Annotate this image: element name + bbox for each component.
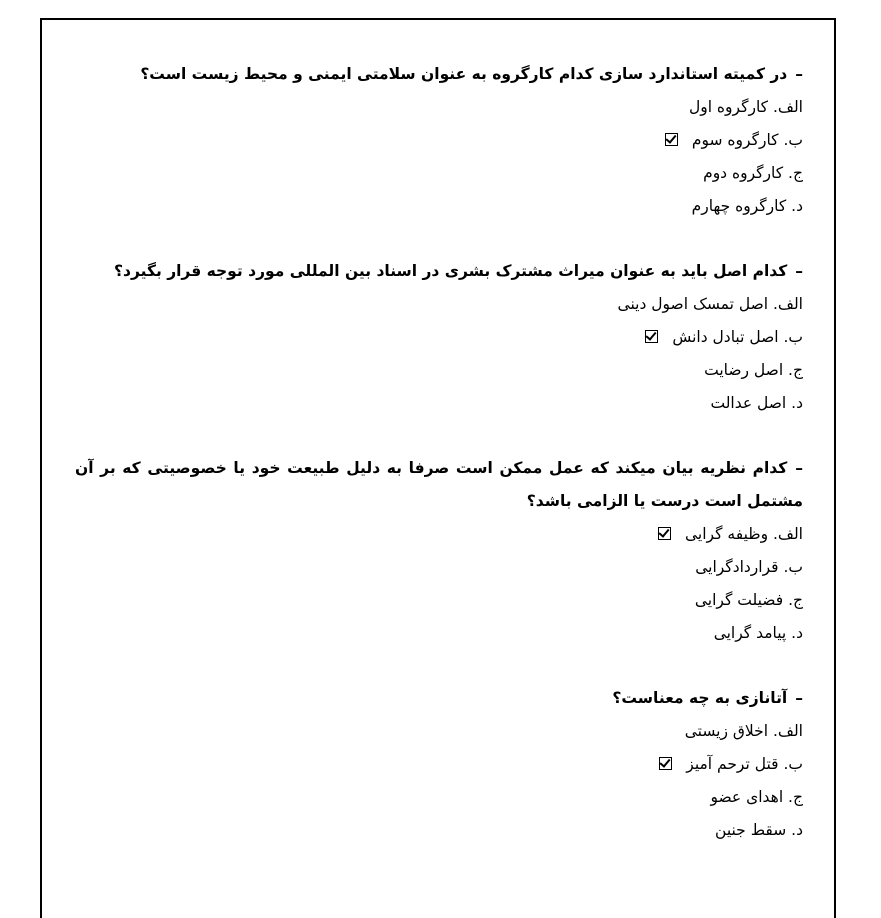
question-4-option-c[interactable] — [75, 781, 803, 814]
question-2-label: کدام اصل باید به عنوان میراث مشترک بشری در اسناد بین المللی مورد توجه قرار بگیرد؟ — [114, 262, 788, 280]
option-label: د. سقط جنین — [715, 821, 803, 839]
option-label: ج. فضیلت گرایی — [694, 591, 803, 609]
option-label: ب. اصل تبادل دانش — [672, 328, 803, 346]
option-label: د. اصل عدالت — [710, 394, 803, 412]
question-2-option-d[interactable] — [75, 387, 803, 420]
question-1-dash: – — [795, 65, 803, 83]
option-label: ج. کارگروه دوم — [703, 164, 803, 182]
question-4-dash: – — [795, 689, 803, 707]
question-2-text — [75, 255, 803, 288]
option-label: الف. وظیفه گرایی — [685, 525, 803, 543]
question-3 — [75, 452, 803, 650]
question-4-label: آتانازی به چه معناست؟ — [612, 689, 788, 707]
question-2-dash: – — [795, 262, 803, 280]
checked-checkbox-icon[interactable] — [665, 133, 678, 146]
option-label: ب. قراردادگرایی — [695, 558, 803, 576]
question-3-label: کدام نظریه بیان میکند که عمل ممکن است صرفا به دلیل طبیعت خود یا خصوصیتی که بر آن مشتمل است درست یا الزامی باشد؟ — [75, 459, 803, 510]
question-3-dash: – — [795, 459, 803, 477]
question-4-option-b[interactable] — [75, 748, 803, 781]
option-label: الف. کارگروه اول — [688, 98, 803, 116]
option-label: ج. اهدای عضو — [710, 788, 803, 806]
question-3-option-c[interactable] — [75, 584, 803, 617]
question-1-option-b[interactable] — [75, 124, 803, 157]
question-4-text — [75, 682, 803, 715]
option-label: الف. اصل تمسک اصول دینی — [617, 295, 803, 313]
question-4-option-a[interactable] — [75, 715, 803, 748]
question-2-option-b[interactable] — [75, 321, 803, 354]
option-label: د. کارگروه چهارم — [691, 197, 803, 215]
option-label: ب. کارگروه سوم — [691, 131, 803, 149]
checked-checkbox-icon[interactable] — [658, 527, 671, 540]
question-3-option-d[interactable] — [75, 617, 803, 650]
option-label: د. پیامد گرایی — [713, 624, 803, 642]
checked-checkbox-icon[interactable] — [659, 757, 672, 770]
question-1-option-c[interactable] — [75, 157, 803, 190]
question-4 — [75, 682, 803, 847]
question-2-option-c[interactable] — [75, 354, 803, 387]
option-label: ج. اصل رضایت — [704, 361, 803, 379]
question-1-text — [75, 58, 803, 91]
question-1-option-d[interactable] — [75, 190, 803, 223]
question-2-option-a[interactable] — [75, 288, 803, 321]
checked-checkbox-icon[interactable] — [645, 330, 658, 343]
question-3-text — [75, 452, 803, 518]
question-3-option-a[interactable] — [75, 518, 803, 551]
question-3-option-b[interactable] — [75, 551, 803, 584]
option-label: الف. اخلاق زیستی — [684, 722, 803, 740]
question-1-option-a[interactable] — [75, 91, 803, 124]
question-2 — [75, 255, 803, 420]
question-1 — [75, 58, 803, 223]
option-label: ب. قتل ترحم آمیز — [686, 755, 803, 773]
question-4-option-d[interactable] — [75, 814, 803, 847]
question-1-label: در کمیته استاندارد سازی کدام کارگروه به عنوان سلامتی ایمنی و محیط زیست است؟ — [140, 65, 788, 83]
